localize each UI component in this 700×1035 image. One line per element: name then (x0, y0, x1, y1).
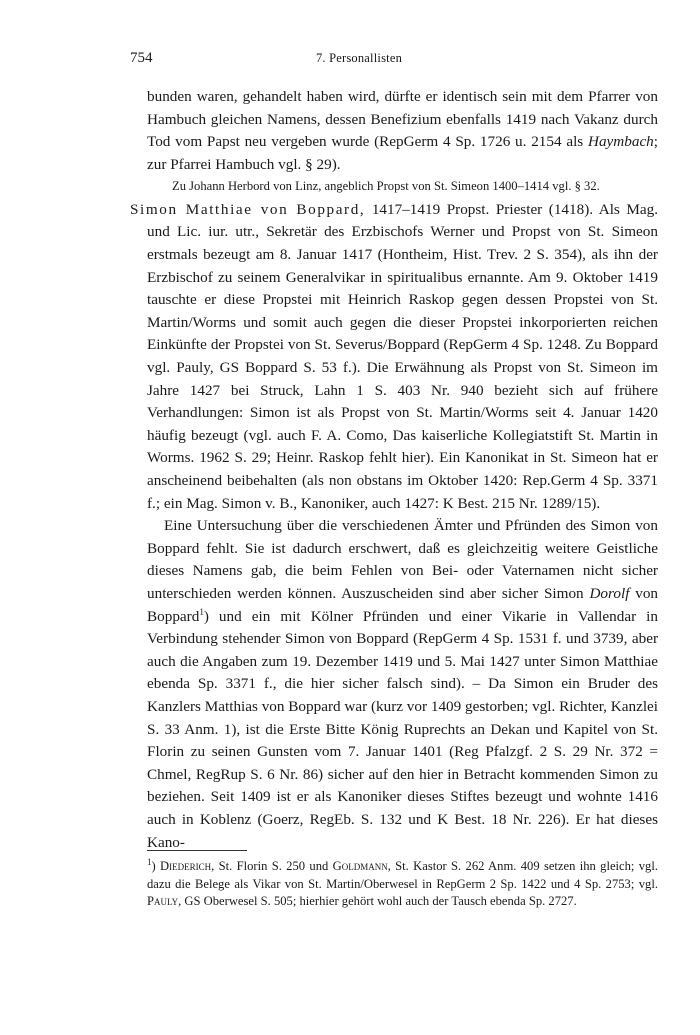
entry-name: Simon Matthiae von Boppard, (130, 200, 366, 218)
page-number: 754 (130, 50, 153, 66)
main-text (130, 86, 658, 854)
italic-surname: Dorolf (589, 584, 630, 602)
page-header (130, 50, 588, 74)
person-entry (130, 199, 658, 515)
italic-name: Haymbach (587, 133, 654, 151)
footnote: $^1$) Diederich, St. Florin S. 250 und Goldmann, St. Kastor S. 262 Anm. 409 setzen ihn gleich; vgl. dazu die Belege als Vikar von St. Martin/Oberwesel in RepGerm 2 Sp. 1422 und 4 Sp. 2753; vgl. Pauly, GS Oberwesel S. 505; hierhier gehört wohl auch der Tausch ebenda Sp. 2727. (147, 856, 658, 908)
discussion-paragraph: Eine Untersuchung über die verschiedenen Ämter und Pfründen des Simon von Boppard fehlt. Sie ist dadurch erschwert, daß es gleichzeitig weitere Geistliche dieses Namens gab, die beim Fehlen von Bei- oder Vaternamen nicht sicher unterschieden werden können. Auszuscheiden sind aber sicher Simon Dorolf von Boppard$^1$) und ein mit Kölner Pfründen und einer Vikarie in Vallendar in Verbindung stehender Simon von Boppard (RepGerm 4 Sp. 1531 f. und 3739, aber auch die Angaben zum 19. Dezember 1419 und 5. Mai 1427 unter Simon Matthiae ebenda Sp. 3371 f., die hier sicher falsch sind). – Da Simon ein Bruder des Kanzlers Matthias von Boppard war (kurz vor 1409 gestorben; vgl. Richter, Kanzlei S. 33 Anm. 1), ist die Erste Bitte König Ruprechts an Dekan und Kapitel von St. Florin zu seinen Gunsten vom 7. Januar 1401 (Reg Pfalzgf. 2 S. 29 Nr. 372 = Chmel, RegRup S. 6 Nr. 86) sicher auf den hier in Betracht kommenden Simon zu beziehen. Seit 1409 ist er als Kanoniker dieses Stiftes bezeugt und wohnte 1416 auch in Koblenz (Goerz, RegEb. S. 132 und K Best. 18 Nr. 226). Er hat dieses Kano- (147, 517, 659, 851)
continuation-paragraph: bunden waren, gehandelt haben wird, dürfte er identisch sein mit dem Pfarrer von Hambuch gleichen Namens, dessen Benefizium ebenfalls 1419 nach Vakanz durch Tod vom Papst neu vergeben wurde (RepGerm 4 Sp. 1726 u. 2154 als Haymbach; zur Pfarrei Hambuch vgl. § 29). (147, 88, 659, 173)
running-head: 7. Personallisten (315, 51, 403, 65)
footnote-marker[interactable]: 1 (199, 606, 204, 617)
entry-text: 1417–1419 Propst. Priester (1418). Als Mag. und Lic. iur. utr., Sekretär des Erzbischofs Werner und Propst von St. Simeon erstmals bezeugt am 8. Januar 1417 (Hontheim, Hist. Trev. 2 S. 354), als ihn der Erzbischof zu seinem Generalvikar in spiritualibus ernannte. Am 9. Oktober 1419 tauschte er diese Propstei mit Heinrich Raskop gegen dessen Propstei von St. Martin/Worms und somit auch gegen die dieser Propstei inkorporierten reichen Einkünfte der Propstei von St. Severus/Boppard (RepGerm 4 Sp. 1248. Zu Boppard vgl. Pauly, GS Boppard S. 53 f.). Die Erwähnung als Propst von St. Simeon im Jahre 1427 bei Struck, Lahn 1 S. 403 Nr. 940 bezieht sich auf frühere Verhandlungen: Simon ist als Propst von St. Martin/Worms seit 4. Januar 1420 häufig bezeugt (vgl. auch F. A. Como, Das kaiserliche Kollegiatstift St. Martin in Worms. 1962 S. 29; Heinr. Raskop fehlt hier). Ein Kanonikat in St. Simeon hat er anscheinend beibehalten (als non obstans im Oktober 1420: Rep.Germ 4 Sp. 3371 f.; ein Mag. Simon v. B., Kanoniker, auch 1427: K Best. 215 Nr. 1289/15). (147, 200, 658, 512)
cross-reference-note: Zu Johann Herbord von Linz, angeblich Propst von St. Simeon 1400–1414 vgl. § 32. (172, 179, 600, 194)
footnote-rule (147, 850, 247, 851)
footnote-number: 1 (147, 856, 152, 867)
